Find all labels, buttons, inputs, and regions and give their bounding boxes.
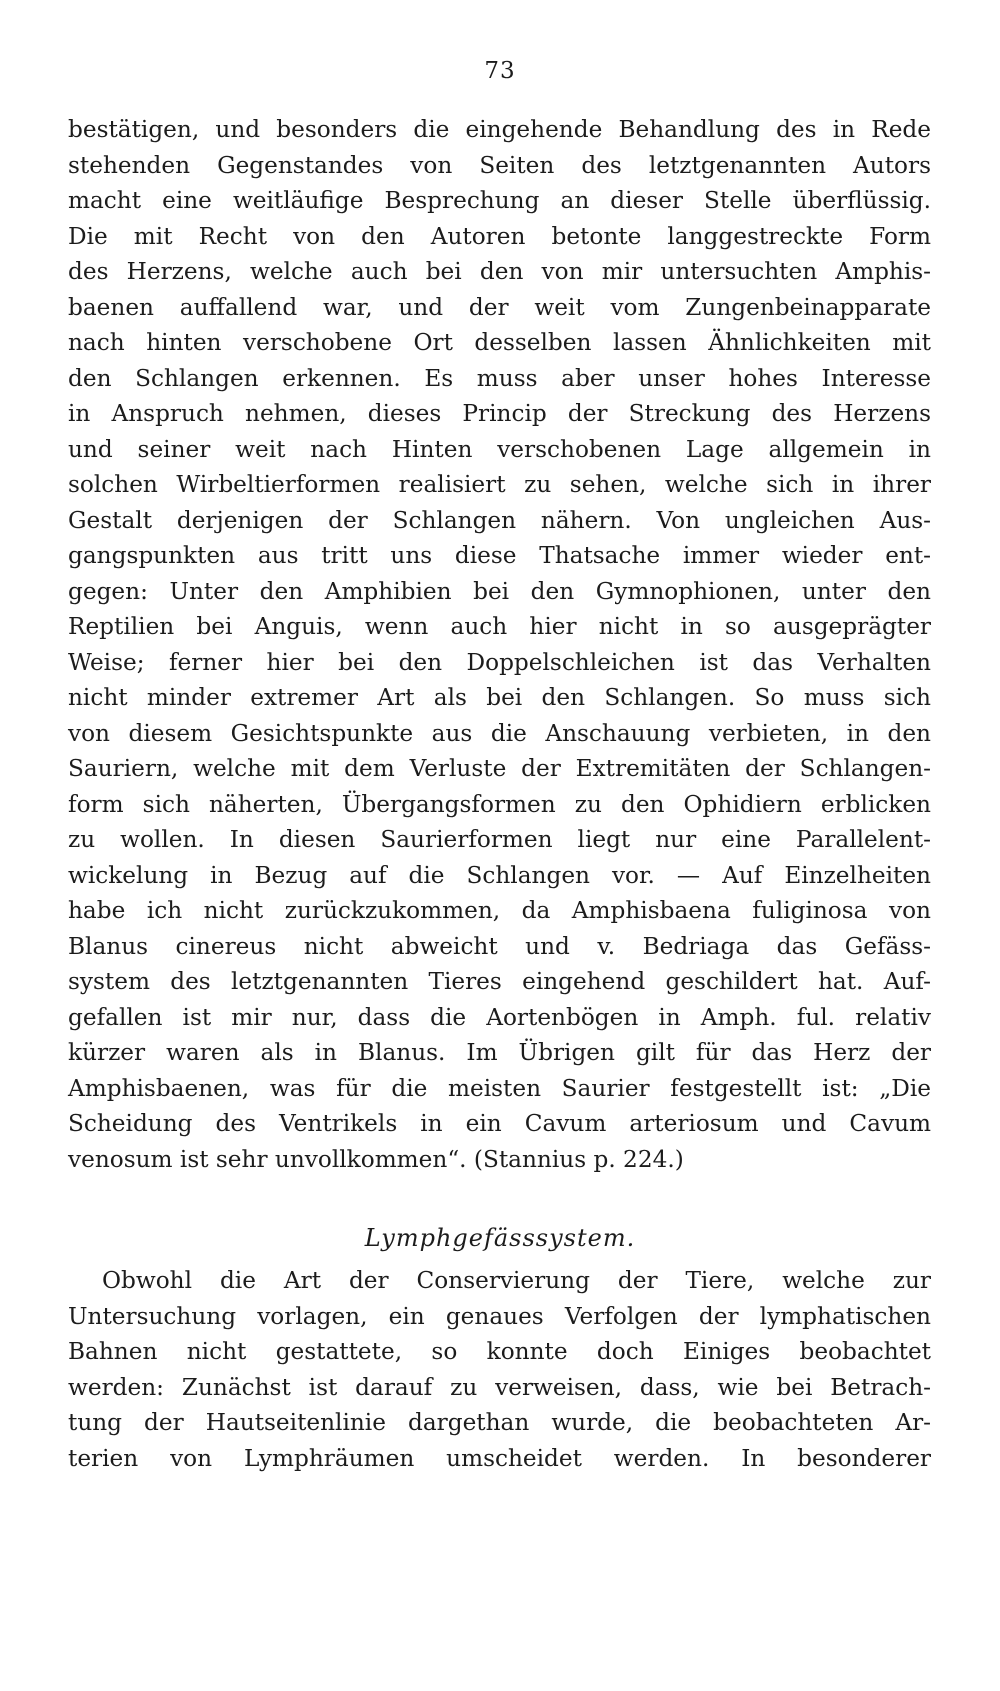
text-line: Gestalt derjenigen der Schlangen nähern. Von ungleichen Aus-	[68, 507, 931, 534]
page-number: 73	[484, 58, 516, 84]
text-line: Blanus cinereus nicht abweicht und v. Bedriaga das Gefäss-	[68, 933, 931, 960]
text-line: und seiner weit nach Hinten verschobenen Lage allgemein in	[68, 436, 931, 463]
text-line: zu wollen. In diesen Saurierformen liegt nur eine Parallelent-	[68, 826, 931, 853]
text-line: von diesem Gesichtspunkte aus die Anschauung verbieten, in den	[68, 720, 931, 747]
text-line: baenen auffallend war, und der weit vom Zungenbeinapparate	[68, 294, 931, 321]
text-line: system des letztgenannten Tieres eingehend geschildert hat. Auf-	[68, 968, 931, 995]
text-line: solchen Wirbeltierformen realisiert zu sehen, welche sich in ihrer	[68, 471, 931, 498]
text-line: Die mit Recht von den Autoren betonte langgestreckte Form	[68, 223, 931, 250]
text-line: nicht minder extremer Art als bei den Schlangen. So muss sich	[68, 684, 931, 711]
text-line: Untersuchung vorlagen, ein genaues Verfolgen der lymphatischen	[68, 1303, 931, 1330]
section-heading: Lymphgefässsystem.	[364, 1224, 636, 1252]
text-line: Reptilien bei Anguis, wenn auch hier nicht in so ausgeprägter	[68, 613, 931, 640]
text-line: habe ich nicht zurückzukommen, da Amphisbaena fuliginosa von	[68, 897, 931, 924]
text-line: stehenden Gegenstandes von Seiten des letztgenannten Autors	[68, 152, 931, 179]
text-line: Sauriern, welche mit dem Verluste der Extremitäten der Schlangen-	[68, 755, 931, 782]
text-line: gegen: Unter den Amphibien bei den Gymnophionen, unter den	[68, 578, 931, 605]
text-line: in Anspruch nehmen, dieses Princip der Streckung des Herzens	[68, 400, 931, 427]
text-line: gangspunkten aus tritt uns diese Thatsache immer wieder ent-	[68, 542, 931, 569]
text-line: gefallen ist mir nur, dass die Aortenbögen in Amph. ful. relativ	[68, 1004, 931, 1031]
text-line: terien von Lymphräumen umscheidet werden. In besonderer	[68, 1445, 931, 1472]
text-line: Bahnen nicht gestattete, so konnte doch Einiges beobachtet	[68, 1338, 931, 1365]
text-line: tung der Hautseitenlinie dargethan wurde, die beobachteten Ar-	[68, 1409, 931, 1436]
text-line: werden: Zunächst ist darauf zu verweisen, dass, wie bei Betrach-	[68, 1374, 931, 1401]
text-line: des Herzens, welche auch bei den von mir untersuchten Amphis-	[68, 258, 931, 285]
text-line: wickelung in Bezug auf die Schlangen vor. — Auf Einzelheiten	[68, 862, 931, 889]
text-line: Weise; ferner hier bei den Doppelschleichen ist das Verhalten	[68, 649, 931, 676]
text-line: nach hinten verschobene Ort desselben lassen Ähnlichkeiten mit	[68, 329, 931, 356]
text-line: form sich näherten, Übergangsformen zu den Ophidiern erblicken	[68, 791, 931, 818]
text-line: venosum ist sehr unvollkommen“. (Stannius p. 224.)	[68, 1146, 684, 1173]
text-line: macht eine weitläufige Besprechung an dieser Stelle überflüssig.	[68, 187, 931, 214]
text-line: den Schlangen erkennen. Es muss aber unser hohes Interesse	[68, 365, 931, 392]
text-line: bestätigen, und besonders die eingehende Behandlung des in Rede	[68, 116, 931, 143]
text-line: Scheidung des Ventrikels in ein Cavum arteriosum und Cavum	[68, 1110, 931, 1137]
text-line: kürzer waren als in Blanus. Im Übrigen gilt für das Herz der	[68, 1039, 931, 1066]
text-line: Obwohl die Art der Conservierung der Tiere, welche zur	[102, 1267, 931, 1294]
text-line: Amphisbaenen, was für die meisten Saurier festgestellt ist: „Die	[68, 1075, 931, 1102]
